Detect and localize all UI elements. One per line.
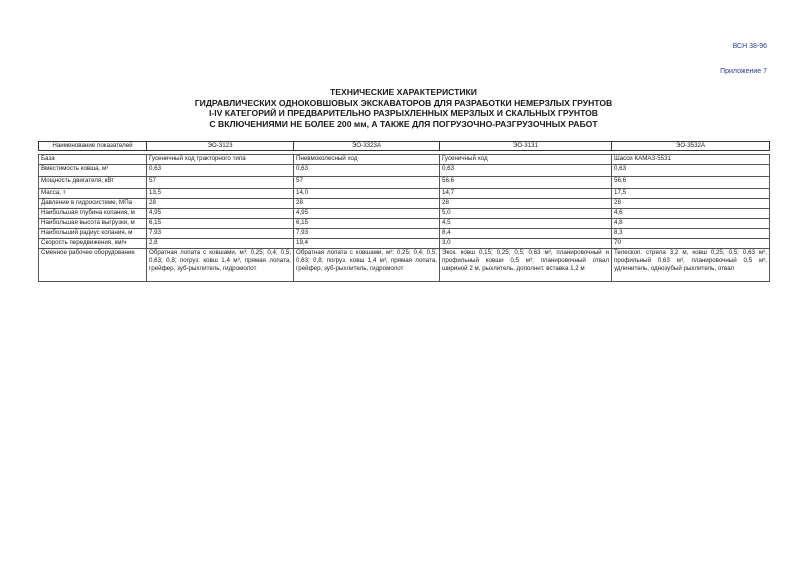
- table-cell: Пневмоколесный ход: [294, 155, 440, 165]
- table-row: [39, 209, 770, 219]
- table-cell: 8,3: [612, 229, 770, 239]
- table-cell: 14,0: [294, 189, 440, 199]
- table-row: [39, 219, 770, 229]
- table-row: [39, 165, 770, 177]
- table-cell: 13,5: [147, 189, 294, 199]
- column-header: ЭО-3323А: [294, 142, 440, 151]
- specifications-table: [38, 141, 770, 282]
- column-header: ЭО-3123: [147, 142, 294, 151]
- table-cell: Обратная лопата с ковшами, м³: 0,25; 0,4; 0,5; 0,63; 0,8; погруз. ковш 1,4 м³, прямая лопата, грейфер, зуб-рыхлитель, гидромолот: [294, 249, 440, 282]
- column-header: ЭО-3131: [440, 142, 612, 151]
- table-cell: 4,95: [147, 209, 294, 219]
- table-cell: 28: [612, 199, 770, 209]
- table-cell: 3,0: [440, 239, 612, 249]
- table-cell: 57: [147, 177, 294, 189]
- table-row: [39, 249, 770, 282]
- table-cell: 28: [294, 199, 440, 209]
- table-cell: Шасси КАМАЗ-5531: [612, 155, 770, 165]
- table-cell: 28: [440, 199, 612, 209]
- table-cell: Наибольшая высота выгрузки, м: [39, 219, 147, 229]
- table-cell: 6,15: [294, 219, 440, 229]
- table-cell: База: [39, 155, 147, 165]
- title-line: С ВКЛЮЧЕНИЯМИ НЕ БОЛЕЕ 200 мм, А ТАКЖЕ ДЛЯ ПОГРУЗОЧНО-РАЗГРУЗОЧНЫХ РАБОТ: [209, 118, 598, 129]
- table-row: [39, 155, 770, 165]
- table-cell: 7,93: [294, 229, 440, 239]
- table-cell: 56,6: [440, 177, 612, 189]
- table-cell: 56,6: [612, 177, 770, 189]
- table-cell: 6,15: [147, 219, 294, 229]
- table-cell: 2,8: [147, 239, 294, 249]
- table-cell: 8,4: [440, 229, 612, 239]
- table-cell: Гусеничный ход тракторного типа: [147, 155, 294, 165]
- page-title: [0, 87, 807, 129]
- table-cell: Вместимость ковша, м³: [39, 165, 147, 177]
- table-cell: 4,6: [612, 209, 770, 219]
- table-header-row: [39, 142, 770, 151]
- table-cell: Мощность двигателя, кВт: [39, 177, 147, 189]
- title-line: I-IV КАТЕГОРИЙ И ПРЕДВАРИТЕЛЬНО РАЗРЫХЛЕННЫХ МЕРЗЛЫХ И СКАЛЬНЫХ ГРУНТОВ: [209, 108, 598, 119]
- table-cell: 28: [147, 199, 294, 209]
- table-row: [39, 199, 770, 209]
- table-row: [39, 189, 770, 199]
- table-cell: 0,63: [612, 165, 770, 177]
- table-cell: Давление в гидросистеме, МПа: [39, 199, 147, 209]
- table-row: [39, 177, 770, 189]
- table-row: [39, 229, 770, 239]
- table-cell: Гусеничный ход: [440, 155, 612, 165]
- table-cell: Телескоп. стрела 3,2 м, ковш 0,25; 0,5; 0,63 м³, профильный 0,63 м³, планировочный 0,5 м³, удлинитель, однозубый рыхлитель, отвал: [612, 249, 770, 282]
- table-cell: 4,5: [440, 219, 612, 229]
- appendix-label: Приложение 7: [720, 68, 767, 75]
- table-cell: 0,63: [294, 165, 440, 177]
- table-cell: 70: [612, 239, 770, 249]
- document-code: ВСН 38-96: [732, 43, 767, 50]
- table-cell: Сменное рабочее оборудование: [39, 249, 147, 282]
- table-cell: 17,5: [612, 189, 770, 199]
- table-cell: 4,95: [294, 209, 440, 219]
- table-cell: 14,7: [440, 189, 612, 199]
- table-cell: Наибольшая глубина копания, м: [39, 209, 147, 219]
- table-cell: Скорость передвижения, км/ч: [39, 239, 147, 249]
- table-cell: 19,4: [294, 239, 440, 249]
- table-cell: 0,63: [440, 165, 612, 177]
- column-header: ЭО-3532А: [612, 142, 770, 151]
- title-line: ГИДРАВЛИЧЕСКИХ ОДНОКОВШОВЫХ ЭКСКАВАТОРОВ ДЛЯ РАЗРАБОТКИ НЕМЕРЗЛЫХ ГРУНТОВ: [194, 97, 613, 108]
- table-cell: Масса, т: [39, 189, 147, 199]
- table-row: [39, 239, 770, 249]
- column-header: Наименование показателей: [39, 142, 147, 151]
- table-cell: 57: [294, 177, 440, 189]
- table-cell: Обратная лопата с ковшами, м³: 0,25; 0,4; 0,5; 0,63; 0,8; погруз. ковш 1,4 м³, прямая лопата, грейфер, зуб-рыхлитель, гидромолот: [147, 249, 294, 282]
- title-line: ТЕХНИЧЕСКИЕ ХАРАКТЕРИСТИКИ: [330, 87, 477, 97]
- table-cell: 5,0: [440, 209, 612, 219]
- table-cell: 7,93: [147, 229, 294, 239]
- table-cell: Наибольший радиус копания, м: [39, 229, 147, 239]
- table-cell: Экск. ковш 0,15; 0,25; 0,5; 0,63 м³, планировочный и профильный ковши 0,5 м³; планировочный отвал шириной 2 м, рыхлитель, дополнит. вставка 1,2 м: [440, 249, 612, 282]
- table-cell: 0,63: [147, 165, 294, 177]
- table-cell: 4,8: [612, 219, 770, 229]
